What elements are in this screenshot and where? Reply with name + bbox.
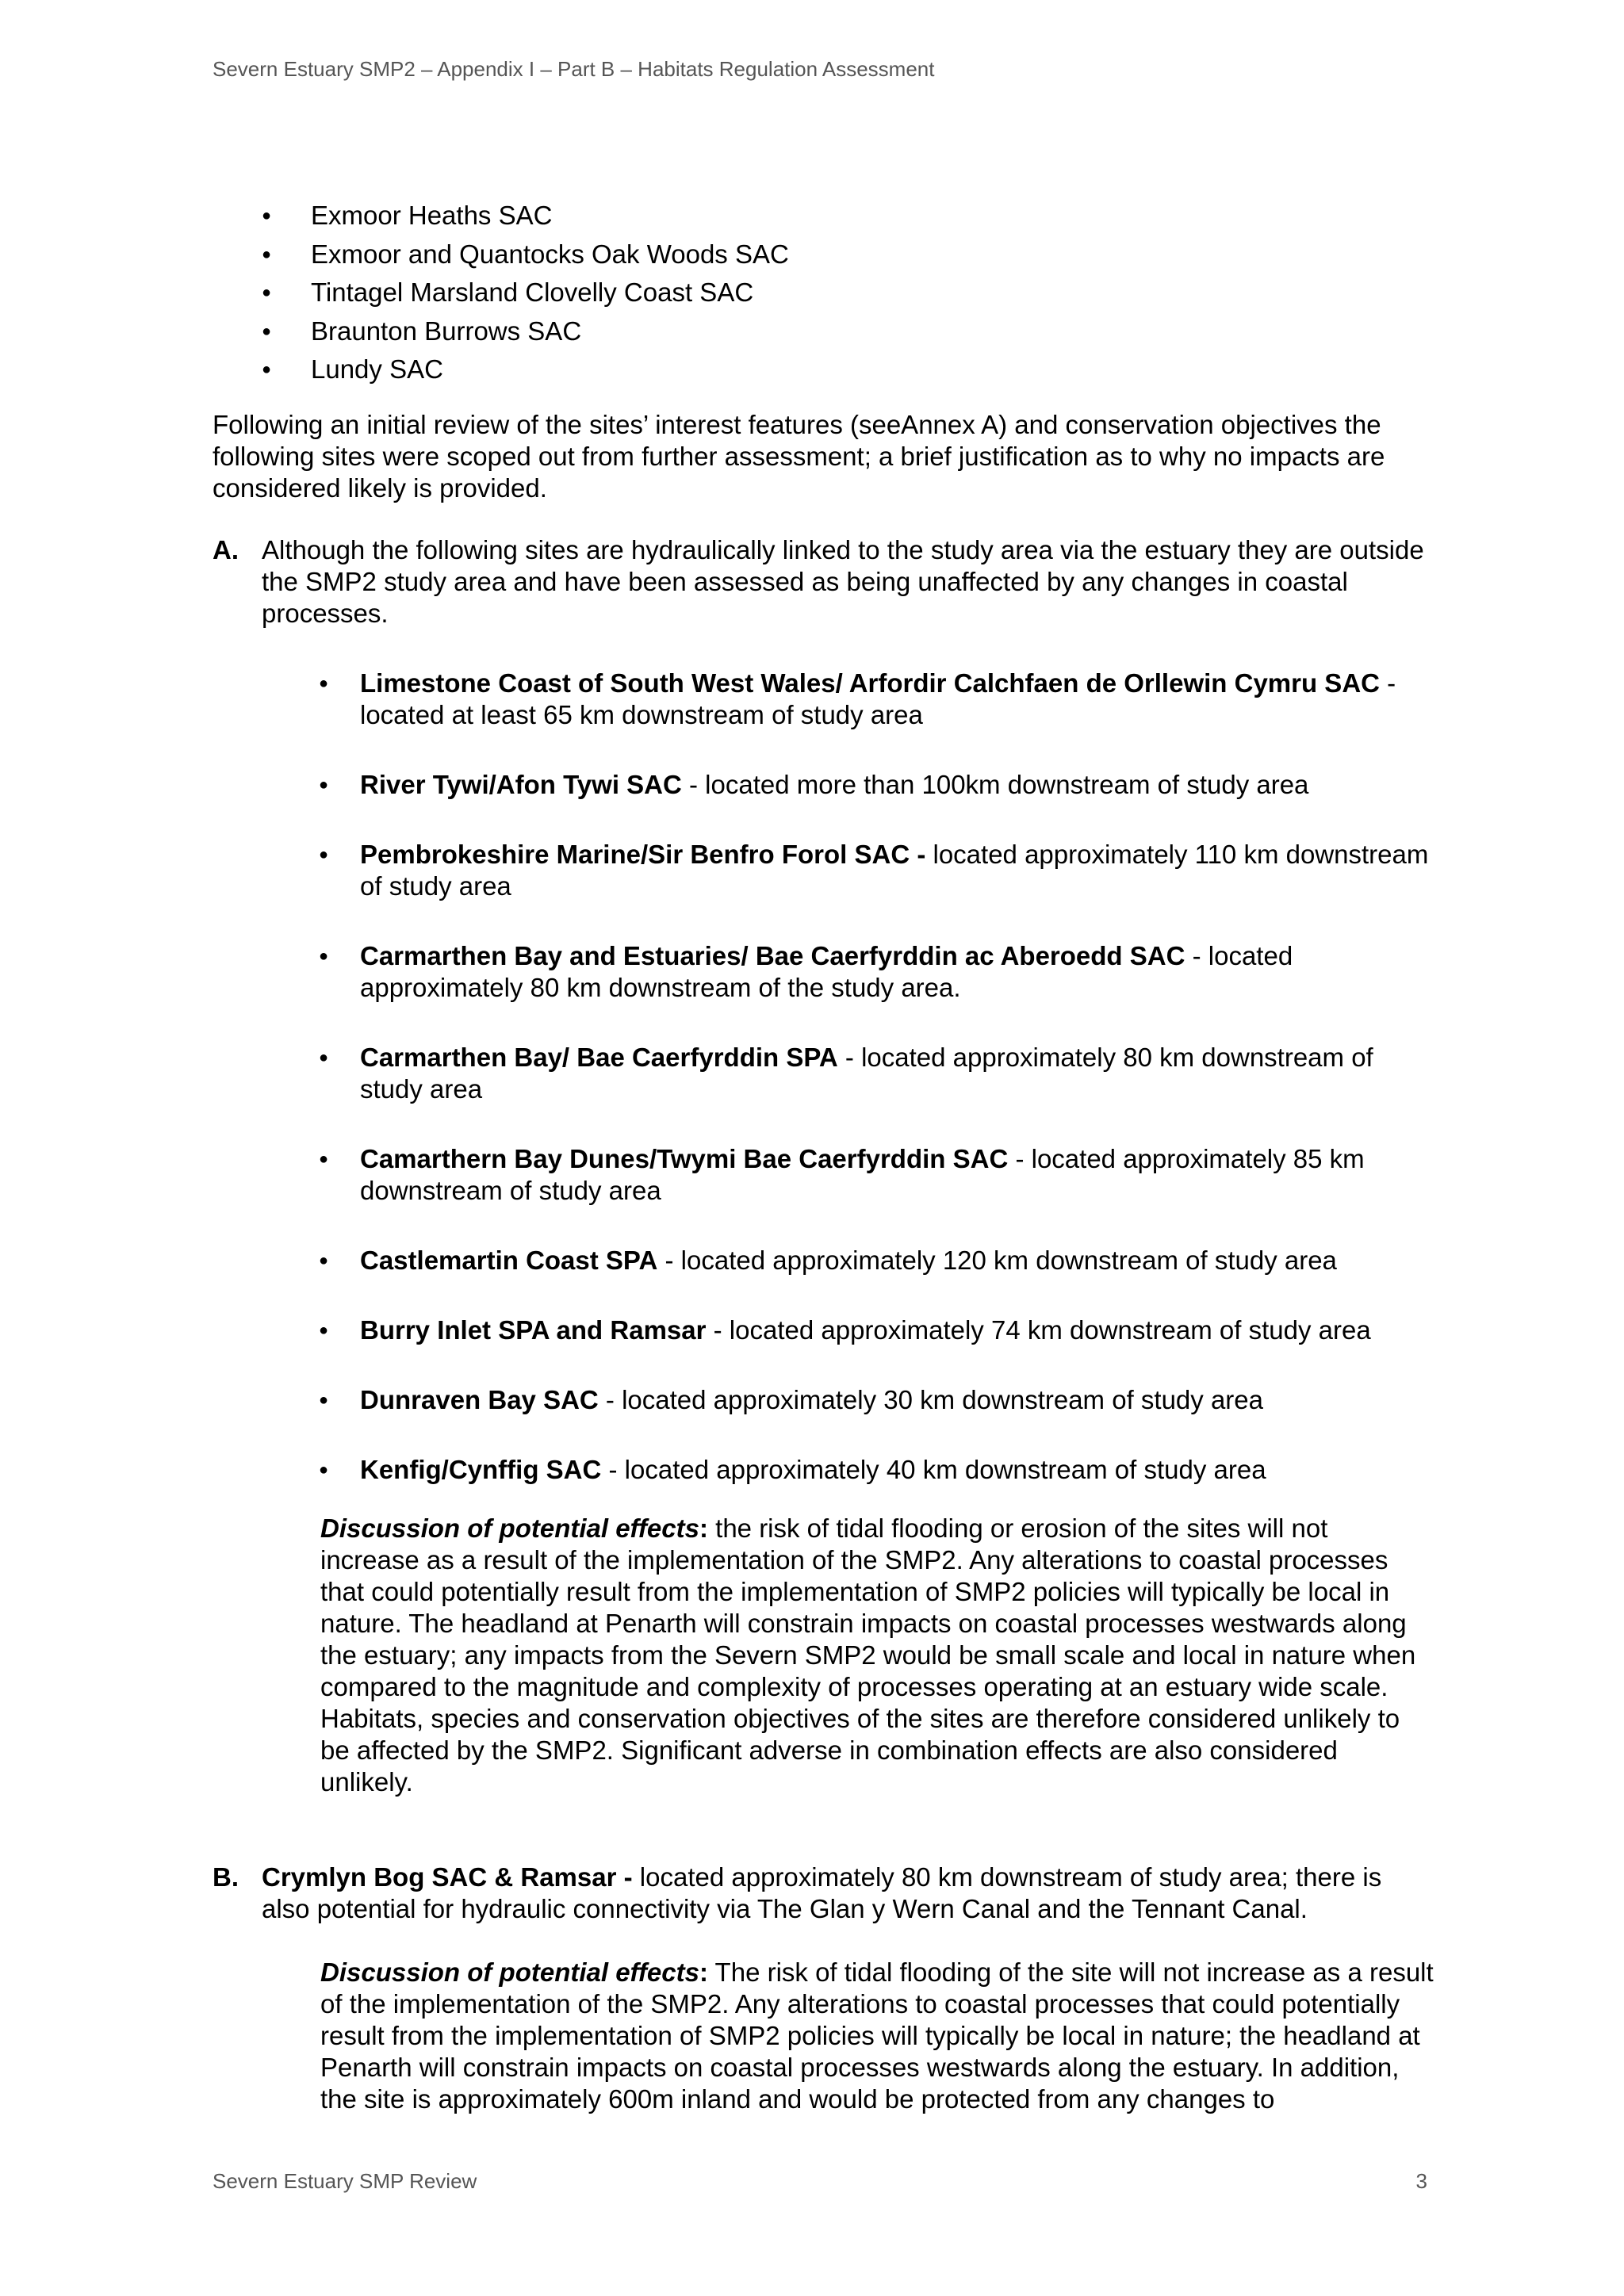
- site-list-a: [262, 668, 1434, 1486]
- list-item: [262, 668, 1434, 731]
- site-name: Crymlyn Bog SAC & Ramsar -: [262, 1862, 633, 1892]
- site-desc: - located approximately 80 km downstream of study area: [360, 1043, 1373, 1104]
- site-desc: - located approximately 85 km downstream of study area: [360, 1144, 1365, 1205]
- discussion-text: The risk of tidal flooding of the site will not increase as a result of the implementation of the SMP2. Any alterations to coastal processes that could potentially result from the implementation of SMP2 policies will typically be local in nature; the headland at Penarth will constrain impacts on coastal processes westwards along the estuary. In addition, the site is approximately 600m inland and would be protected from any changes to: [320, 1957, 1434, 2114]
- list-item: [262, 1384, 1434, 1416]
- site-name: River Tywi/Afon Tywi SAC: [360, 770, 682, 799]
- list-item: ● Braunton Burrows SAC: [213, 316, 1434, 347]
- discussion-paragraph-b: [262, 1957, 1434, 2115]
- list-item: [262, 1245, 1434, 1276]
- site-desc: - located at least 65 km downstream of study area: [360, 668, 1396, 729]
- section-a-text: Although the following sites are hydraulically linked to the study area via the estuary they are outside the SMP2 study area and have been assessed as being unaffected by any changes in coastal processes.: [262, 535, 1424, 628]
- list-item: ● Exmoor Heaths SAC: [213, 200, 1434, 232]
- discussion-paragraph-a: [262, 1513, 1434, 1798]
- site-name: Kenfig/Cynffig SAC: [360, 1455, 602, 1484]
- site-name: Limestone Coast of South West Wales/ Arfordir Calchfaen de Orllewin Cymru SAC: [360, 668, 1380, 698]
- list-item: [262, 940, 1434, 1004]
- intro-paragraph: Following an initial review of the sites’ interest features (seeAnnex A) and conservation objectives the following sites were scoped out from further assessment; a brief justification as to why no impacts are considered likely is provided.: [213, 410, 1385, 503]
- site-desc: located approximately 110 km downstream of study area: [360, 840, 1429, 901]
- site-desc: - located approximately 120 km downstream of study area: [657, 1246, 1337, 1275]
- list-item: [262, 769, 1434, 801]
- discussion-text: the risk of tidal flooding or erosion of the sites will not increase as a result of the implementation of the SMP2. Any alterations to coastal processes that could potentially result from the implementation of SMP2 policies will typically be local in nature. The headland at Penarth will constrain impacts on coastal processes westwards along the estuary; any impacts from the Severn SMP2 would be small scale and local in nature when compared to the magnitude and complexity of processes operating at an estuary wide scale. Habitats, species and conservation objectives of the sites are therefore considered unlikely to be affected by the SMP2. Significant adverse in combination effects are also considered unlikely.: [320, 1513, 1416, 1797]
- section-a: [213, 534, 1434, 1798]
- site-desc: - located more than 100km downstream of study area: [681, 770, 1309, 799]
- section-b-letter: B.: [213, 1862, 239, 1892]
- site-name: Pembrokeshire Marine/Sir Benfro Forol SAC -: [360, 840, 926, 869]
- site-list-top: [213, 200, 1434, 385]
- list-item: [262, 1314, 1434, 1346]
- site-desc: - located approximately 40 km downstream of study area: [601, 1455, 1266, 1484]
- site-name: Carmarthen Bay/ Bae Caerfyrddin SPA: [360, 1043, 838, 1072]
- discussion-colon: :: [699, 1513, 708, 1543]
- list-item: [262, 839, 1434, 902]
- site-desc: - located approximately 80 km downstream of the study area.: [360, 941, 1293, 1002]
- list-item: ● Lundy SAC: [213, 354, 1434, 385]
- site-desc: located approximately 80 km downstream of study area; there is also potential for hydraulic connectivity via The Glan y Wern Canal and the Tennant Canal.: [262, 1862, 1382, 1923]
- site-name: Carmarthen Bay and Estuaries/ Bae Caerfyrddin ac Aberoedd SAC: [360, 941, 1185, 970]
- site-desc: - located approximately 30 km downstream of study area: [598, 1385, 1263, 1414]
- footer-title: Severn Estuary SMP Review: [213, 2169, 477, 2193]
- page-number: 3: [1415, 2169, 1427, 2193]
- section-a-letter: A.: [213, 535, 239, 564]
- discussion-colon: :: [699, 1957, 708, 1987]
- section-b: [213, 1862, 1434, 2115]
- site-desc: - located approximately 74 km downstream of study area: [706, 1315, 1371, 1345]
- list-item: [262, 1042, 1434, 1105]
- section-b-text: [262, 1862, 1434, 1925]
- site-name: Castlemartin Coast SPA: [360, 1246, 658, 1275]
- list-item: [262, 1143, 1434, 1207]
- list-item: ● Exmoor and Quantocks Oak Woods SAC: [213, 239, 1434, 270]
- site-name: Camarthern Bay Dunes/Twymi Bae Caerfyrddin SAC: [360, 1144, 1009, 1173]
- list-item: [262, 1454, 1434, 1486]
- discussion-label: Discussion of potential effects: [320, 1513, 699, 1543]
- discussion-label: Discussion of potential effects: [320, 1957, 699, 1987]
- site-name: Dunraven Bay SAC: [360, 1385, 599, 1414]
- list-item: ● Tintagel Marsland Clovelly Coast SAC: [213, 277, 1434, 308]
- site-name: Burry Inlet SPA and Ramsar: [360, 1315, 707, 1345]
- document-body: [213, 200, 1434, 2115]
- page-header: Severn Estuary SMP2 – Appendix I – Part B – Habitats Regulation Assessment: [213, 57, 935, 81]
